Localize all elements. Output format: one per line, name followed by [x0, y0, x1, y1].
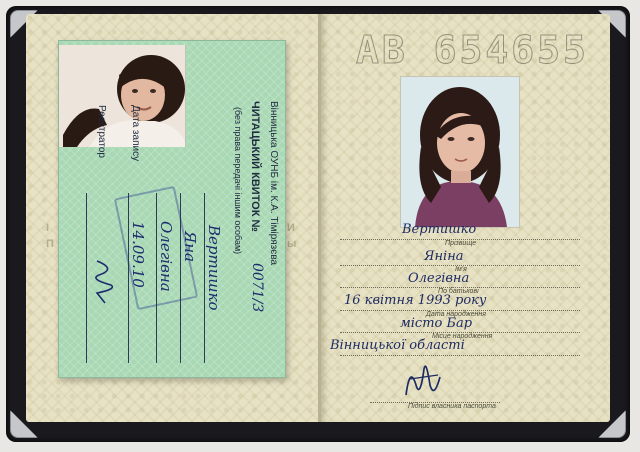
card-title: ЧИТАЦЬКИЙ КВИТОК № — [249, 101, 261, 232]
card-text-block — [75, 97, 285, 367]
card-rule — [204, 193, 205, 363]
card-rule — [86, 193, 87, 363]
passport-surname-value: Вертишко — [402, 222, 477, 237]
card-rule — [180, 193, 181, 363]
card-rule — [156, 193, 157, 363]
passport-name-value: Яніна — [424, 249, 464, 264]
faint-left-text: И — [287, 222, 295, 234]
passport-birth-place-line2: Вінницької області — [330, 338, 465, 353]
passport-name-label: Ім'я — [455, 266, 467, 273]
registrar-signature — [89, 257, 119, 307]
passport-patronymic-value: Олегівна — [408, 271, 470, 286]
card-rule — [128, 193, 129, 363]
passport-birth-place-label: Місце народження — [432, 333, 493, 340]
card-reg-date-value: 14.09.10 — [129, 221, 147, 288]
passport-serial: АВ 654655 — [356, 28, 589, 72]
passport-portrait-image — [401, 77, 519, 227]
library-name: Вінницька ОУНБ ім. К.А. Тімірязєва — [268, 101, 279, 266]
passport-birth-date-label: Дата народження — [426, 311, 486, 318]
card-subtitle: (без права передачі іншим особам) — [233, 107, 243, 255]
passport-surname-label: Прізвище — [445, 240, 477, 247]
faint-left-text: І — [46, 222, 50, 234]
card-registrar-label: Реєстратор — [96, 105, 107, 158]
holder-signature — [400, 355, 446, 405]
passport-photo — [400, 76, 520, 228]
passport-spine — [318, 14, 321, 422]
card-patronymic-value: Олегівна — [157, 221, 175, 292]
card-name-value: Яна — [181, 231, 199, 262]
passport-signature-label: Підпис власника паспорта — [408, 403, 496, 410]
faint-left-text: ы — [287, 238, 297, 250]
card-surname-value: Вертишко — [205, 225, 223, 311]
library-card — [58, 40, 286, 378]
card-number-value: 0071/3 — [249, 263, 265, 313]
card-reg-date-label: Дата запису — [130, 105, 141, 162]
passport-patronymic-label: По батькові — [438, 288, 479, 295]
passport-birth-date-value: 16 квітня 1993 року — [344, 293, 487, 308]
faint-left-text: П — [46, 238, 54, 250]
passport-birth-place-line1: місто Бар — [400, 316, 473, 331]
field-rule — [340, 355, 580, 356]
